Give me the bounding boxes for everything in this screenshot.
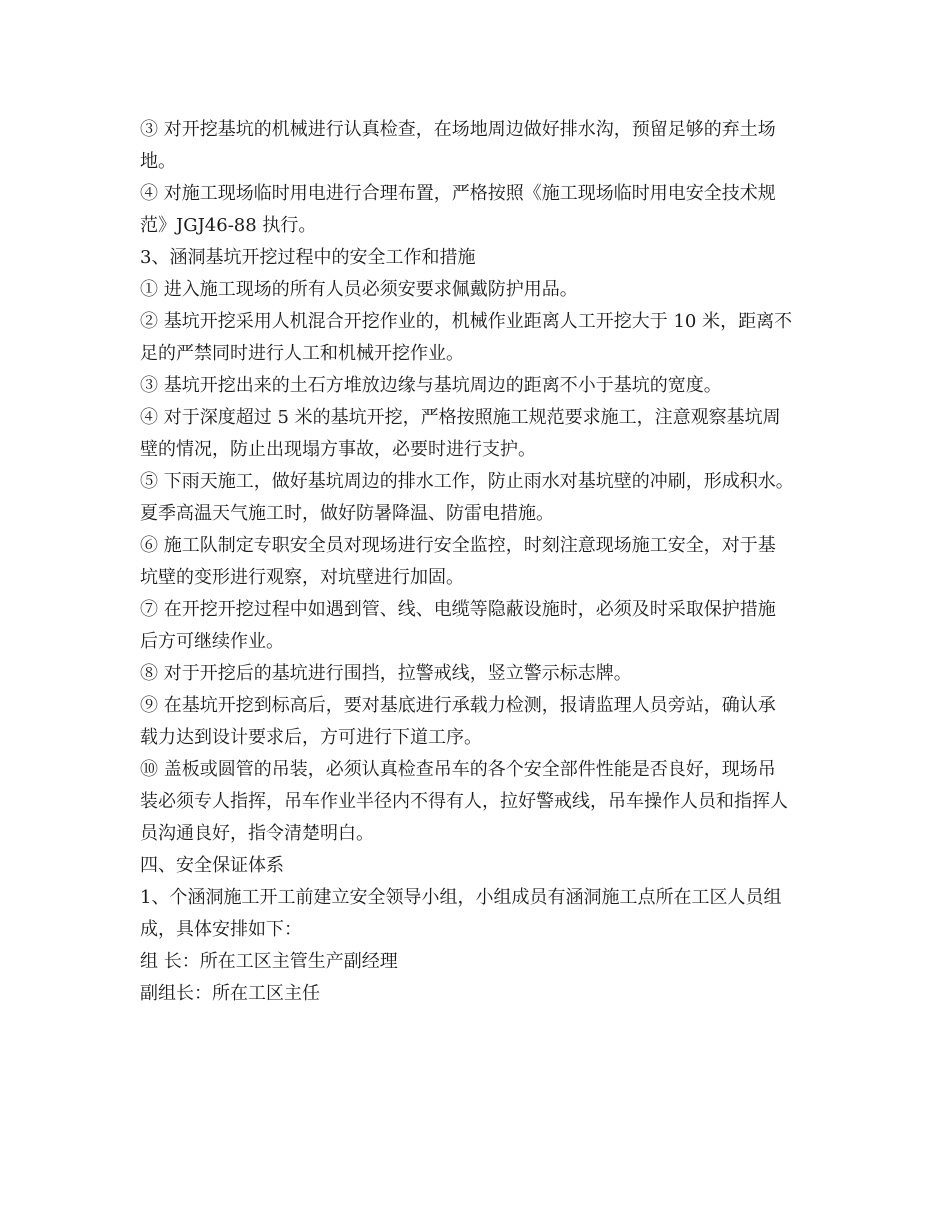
text-line: ④ 对施工现场临时用电进行合理布置，严格按照《施工现场临时用电安全技术规 (140, 183, 776, 204)
text-line: 1、个涵洞施工开工前建立安全领导小组，小组成员有涵洞施工点所在工区人员组 (140, 887, 782, 908)
text-line: 坑壁的变形进行观察，对坑壁进行加固。 (140, 567, 464, 588)
text-line: ⑨ 在基坑开挖到标高后，要对基底进行承载力检测，报请监理人员旁站，确认承 (140, 695, 776, 716)
section-heading: 3、涵洞基坑开挖过程中的安全工作和措施 (140, 247, 476, 268)
text-line: 员沟通良好，指令清楚明白。 (140, 823, 374, 844)
text-line: ⑦ 在开挖开挖过程中如遇到管、线、电缆等隐蔽设施时，必须及时采取保护措施 (140, 599, 776, 620)
text-line: 范》JGJ46-88 执行。 (140, 215, 317, 236)
text-line: 壁的情况，防止出现塌方事故，必要时进行支护。 (140, 439, 536, 460)
text-line: 后方可继续作业。 (140, 631, 284, 652)
text-line: 副组长：所在工区主任 (140, 983, 320, 1004)
text-line: ③ 对开挖基坑的机械进行认真检查，在场地周边做好排水沟，预留足够的弃土场 (140, 119, 776, 140)
text-line: 装必须专人指挥，吊车作业半径内不得有人，拉好警戒线，吊车操作人员和指挥人 (140, 791, 788, 812)
text-line: 地。 (140, 151, 176, 172)
text-line: ② 基坑开挖采用人机混合开挖作业的，机械作业距离人工开挖大于 10 米，距离不 (140, 311, 793, 332)
text-line: 夏季高温天气施工时，做好防暑降温、防雷电措施。 (140, 503, 554, 524)
text-line: ⑧ 对于开挖后的基坑进行围挡，拉警戒线，竖立警示标志牌。 (140, 663, 632, 684)
document-body (140, 114, 824, 1010)
text-line: ⑩ 盖板或圆管的吊装，必须认真检查吊车的各个安全部件性能是否良好，现场吊 (140, 759, 776, 780)
text-line: ⑤ 下雨天施工，做好基坑周边的排水工作，防止雨水对基坑壁的冲刷，形成积水。 (140, 471, 794, 492)
text-line: 成，具体安排如下： (140, 919, 302, 940)
text-line: ⑥ 施工队制定专职安全员对现场进行安全监控，时刻注意现场施工安全，对于基 (140, 535, 776, 556)
text-line: ④ 对于深度超过 5 米的基坑开挖，严格按照施工规范要求施工，注意观察基坑周 (140, 407, 781, 428)
section-heading: 四、安全保证体系 (140, 855, 284, 876)
text-line: ③ 基坑开挖出来的土石方堆放边缘与基坑周边的距离不小于基坑的宽度。 (140, 375, 722, 396)
text-line: 载力达到设计要求后，方可进行下道工序。 (140, 727, 482, 748)
text-line: 组 长：所在工区主管生产副经理 (140, 951, 398, 972)
text-line: 足的严禁同时进行人工和机械开挖作业。 (140, 343, 464, 364)
text-line: ① 进入施工现场的所有人员必须安要求佩戴防护用品。 (140, 279, 578, 300)
